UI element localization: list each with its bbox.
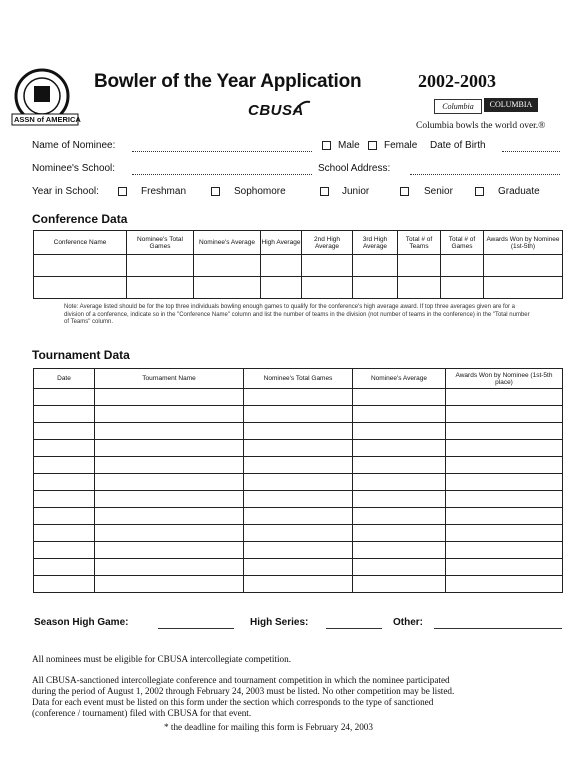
col-high-average: High Average [261, 231, 302, 255]
table-row[interactable] [34, 508, 563, 525]
name-label: Name of Nominee: [32, 140, 116, 151]
sophomore-checkbox[interactable] [211, 187, 220, 196]
other-label: Other: [393, 617, 423, 628]
table-row[interactable] [34, 525, 563, 542]
high-series-field[interactable] [326, 628, 382, 629]
junior-checkbox[interactable] [320, 187, 329, 196]
table-row[interactable] [34, 277, 563, 299]
male-label: Male [338, 140, 360, 151]
sophomore-label: Sophomore [234, 186, 286, 197]
table-row[interactable] [34, 474, 563, 491]
table-row[interactable] [34, 389, 563, 406]
high-game-field[interactable] [158, 628, 234, 629]
address-field[interactable] [410, 174, 560, 175]
freshman-label: Freshman [141, 186, 187, 197]
col-tourn-awards: Awards Won by Nominee (1st-5th place) [446, 369, 563, 389]
table-row[interactable] [34, 457, 563, 474]
eligibility-note: All nominees must be eligible for CBUSA intercollegiate competition. [32, 654, 291, 664]
footer-line-2: during the period of August 1, 2002 through February 24, 2003 must be listed. No other competition may be listed. [32, 686, 455, 696]
senior-label: Senior [424, 186, 453, 197]
table-row[interactable] [34, 440, 563, 457]
col-total-games: Nominee's Total Games [127, 231, 194, 255]
footer-line-4: (conference / tournament) filed with CBUSA for that event. [32, 708, 252, 718]
table-row[interactable] [34, 491, 563, 508]
dob-label: Date of Birth [430, 140, 486, 151]
col-total-games-conf: Total # of Games [441, 231, 484, 255]
table-row[interactable] [34, 542, 563, 559]
high-game-label: Season High Game: [34, 617, 129, 628]
address-label: School Address: [318, 163, 391, 174]
col-average: Nominee's Average [194, 231, 261, 255]
col-tourn-total-games: Nominee's Total Games [244, 369, 353, 389]
year-label: Year in School: [32, 186, 99, 197]
columbia-tagline: Columbia bowls the world over.® [416, 121, 546, 131]
table-row[interactable] [34, 559, 563, 576]
bowling-association-seal [10, 66, 82, 132]
seal-text: ASSN of AMERICA [14, 115, 81, 124]
columbia-script-logo: Columbia [434, 99, 482, 114]
other-field[interactable] [434, 628, 562, 629]
footer-line-1: All CBUSA-sanctioned intercollegiate conference and tournament competition in which the nominee participated [32, 675, 450, 685]
name-field[interactable] [132, 151, 312, 152]
col-2nd-high: 2nd High Average [302, 231, 353, 255]
deadline-note: * the deadline for mailing this form is February 24, 2003 [164, 722, 373, 732]
graduate-checkbox[interactable] [475, 187, 484, 196]
col-total-teams: Total # of Teams [398, 231, 441, 255]
col-awards: Awards Won by Nominee (1st-5th) [484, 231, 563, 255]
col-3rd-high: 3rd High Average [353, 231, 398, 255]
col-tournament-name: Tournament Name [95, 369, 244, 389]
high-series-label: High Series: [250, 617, 309, 628]
table-row[interactable] [34, 406, 563, 423]
cbusa-swoosh-icon [292, 98, 312, 119]
col-date: Date [34, 369, 95, 389]
conference-heading: Conference Data [32, 212, 128, 226]
tournament-heading: Tournament Data [32, 348, 130, 362]
conference-table [33, 230, 563, 299]
junior-label: Junior [342, 186, 370, 197]
col-tourn-average: Nominee's Average [353, 369, 446, 389]
female-checkbox[interactable] [368, 141, 377, 150]
female-label: Female [384, 140, 418, 151]
table-row[interactable] [34, 576, 563, 593]
graduate-label: Graduate [498, 186, 540, 197]
senior-checkbox[interactable] [400, 187, 409, 196]
tournament-table [33, 368, 563, 593]
school-label: Nominee's School: [32, 163, 116, 174]
season-years: 2002-2003 [418, 71, 496, 91]
columbia-brand: COLUMBIA 300 [484, 98, 538, 112]
freshman-checkbox[interactable] [118, 187, 127, 196]
footer-line-3: Data for each event must be listed on this form under the section which corresponds to the type of sanctioned [32, 697, 434, 707]
table-row[interactable] [34, 423, 563, 440]
male-checkbox[interactable] [322, 141, 331, 150]
col-conference-name: Conference Name [34, 231, 127, 255]
school-field[interactable] [132, 174, 312, 175]
dob-field[interactable] [502, 151, 560, 152]
table-row[interactable] [34, 255, 563, 277]
page-title: Bowler of the Year Application [94, 71, 362, 92]
cbusa-logo: CBUSA [248, 102, 304, 119]
conference-note: Note: Average listed should be for the top three individuals bowling enough games to qualify for the conference's high average award. If top three averages given are for a division of a conference, indicate so in the "Conference Name" column and list the number of teams in the division (not number of teams in the conference) in the "Total number of Teams" column. [64, 304, 530, 325]
